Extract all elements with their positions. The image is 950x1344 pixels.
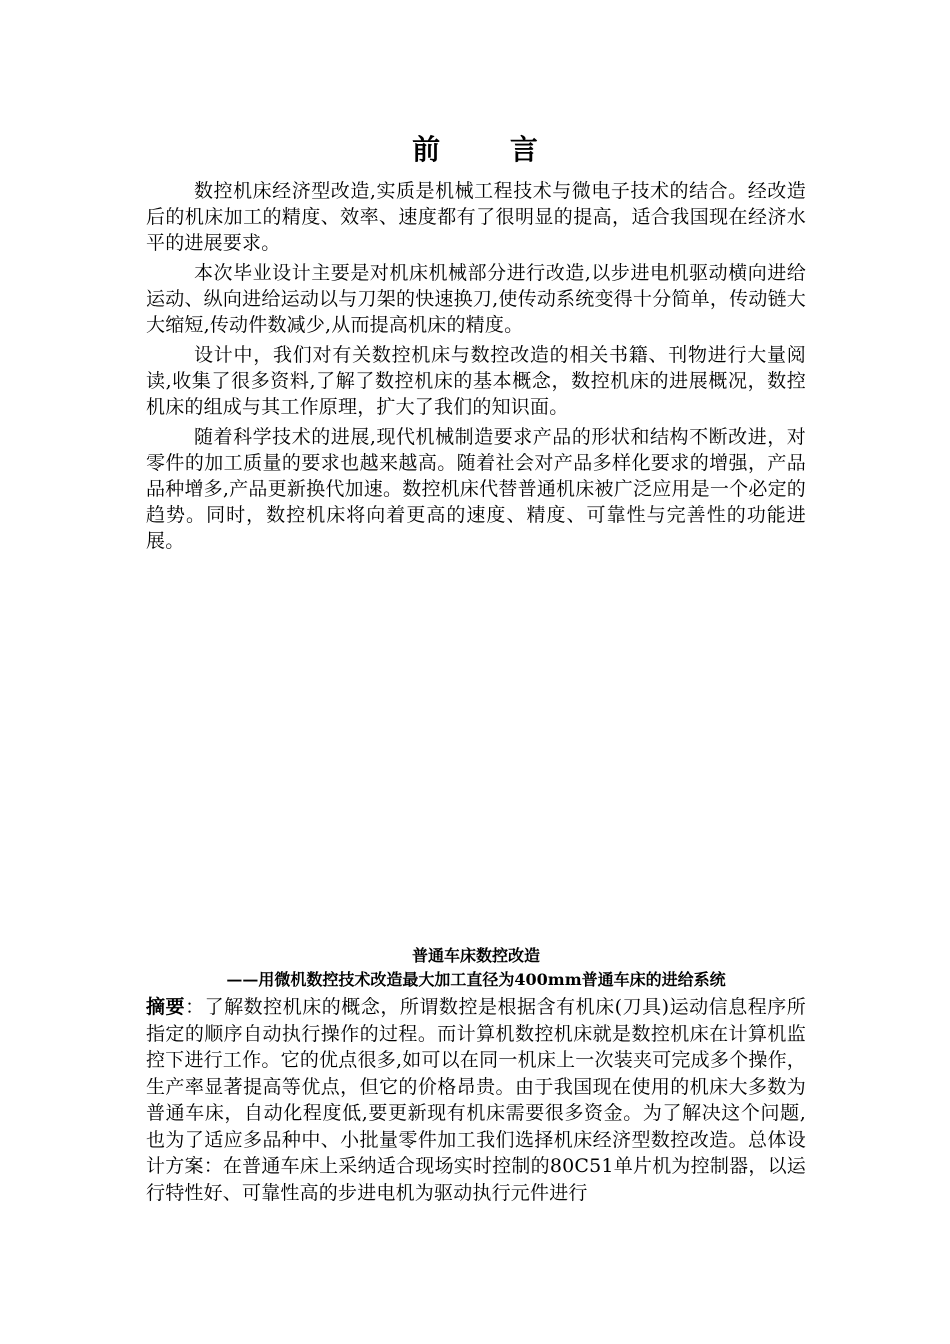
preface-paragraph-3: 设计中，我们对有关数控机床与数控改造的相关书籍、刊物进行大量阅读,收集了很多资料,了解了数控机床的基本概念，数控机床的进展概况，数控机床的组成与其工作原理，扩大了我们的知识面。 (146, 344, 806, 418)
abstract-subtitle: ——用微机数控技术改造最大加工直径为400mm普通车床的进给系统 (226, 970, 726, 989)
abstract-label: 摘要 (146, 996, 186, 1018)
preface-paragraph-2: 本次毕业设计主要是对机床机械部分进行改造,以步进电机驱动横向进给运动、纵向进给运动以与刀架的快速换刀,使传动系统变得十分简单，传动链大大缩短,传动件数减少,从而提高机床的精度。 (146, 262, 806, 336)
abstract-body (146, 994, 806, 1206)
preface-paragraph-1: 数控机床经济型改造,实质是机械工程技术与微电子技术的结合。经改造后的机床加工的精度、效率、速度都有了很明显的提高，适合我国现在经济水平的进展要求。 (146, 180, 806, 254)
abstract-text: ：了解数控机床的概念，所谓数控是根据含有机床(刀具)运动信息程序所指定的顺序自动执行操作的过程。而计算机数控机床就是数控机床在计算机监控下进行工作。它的优点很多,如可以在同一机床上一次装夹可完成多个操作，生产率显著提高等优点，但它的价格昂贵。由于我国现在使用的机床大多数为普通车床，自动化程度低,要更新现有机床需要很多资金。为了解决这个问题,也为了适应多品种中、小批量零件加工我们选择机床经济型数控改造。总体设计方案：在普通车床上采纳适合现场实时控制的80C51单片机为控制器，以运行特性好、可靠性高的步进电机为驱动执行元件进行 (146, 996, 806, 1204)
preface-paragraph-4: 随着科学技术的进展,现代机械制造要求产品的形状和结构不断改进，对零件的加工质量的要求也越来越高。随着社会对产品多样化要求的增强，产品品种增多,产品更新换代加速。数控机床代替普通机床被广泛应用是一个必定的趋势。同时，数控机床将向着更高的速度、精度、可靠性与完善性的功能进展。 (146, 426, 806, 552)
preface-title: 前 言 (412, 133, 568, 166)
abstract-title: 普通车床数控改造 (411, 946, 540, 965)
preface-section (146, 132, 806, 558)
abstract-section (146, 944, 806, 1206)
